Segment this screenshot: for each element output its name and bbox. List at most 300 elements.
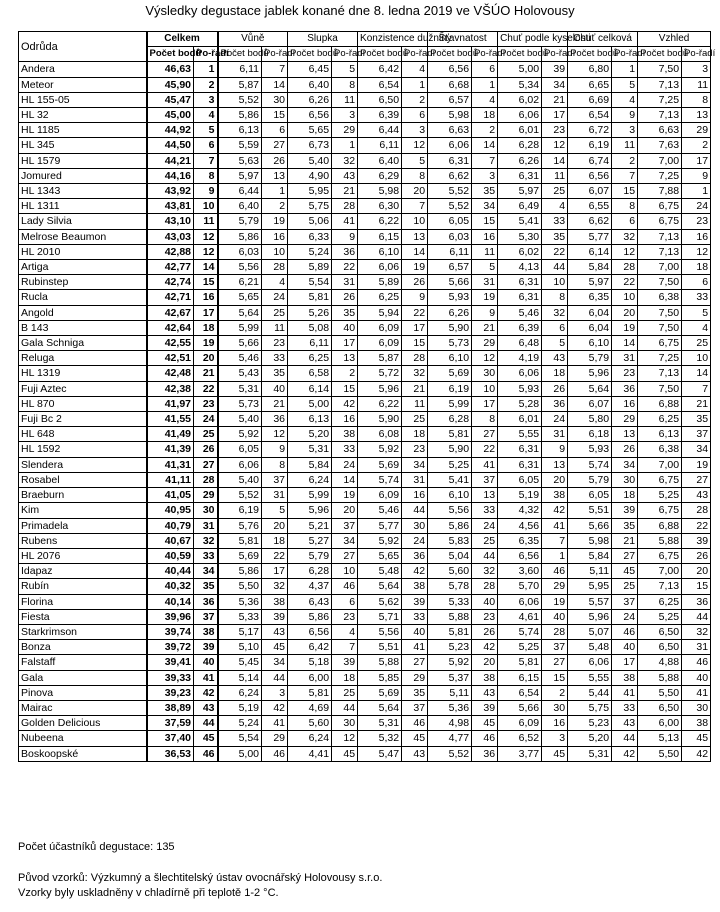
rank-cell: 46 [194, 746, 218, 761]
subheader-rank: Po-řadí [612, 47, 638, 62]
points-cell: 5,69 [218, 548, 262, 563]
rank-cell: 3 [612, 123, 638, 138]
rank-cell: 17 [332, 336, 358, 351]
points-cell: 7,50 [638, 62, 682, 77]
points-cell: 6,19 [568, 138, 612, 153]
points-cell: 5,50 [638, 746, 682, 761]
table-row [19, 427, 711, 442]
points-cell: 5,25 [498, 640, 542, 655]
table-row [19, 366, 711, 381]
variety-name: HL 1343 [19, 184, 147, 199]
rank-cell: 17 [472, 396, 498, 411]
table-row [19, 184, 711, 199]
points-cell: 5,89 [288, 260, 332, 275]
variety-name: Rosabel [19, 472, 147, 487]
points-cell: 6,62 [428, 168, 472, 183]
rank-cell: 41 [402, 640, 428, 655]
rank-cell: 24 [472, 518, 498, 533]
points-cell: 5,52 [218, 92, 262, 107]
rank-cell: 7 [402, 199, 428, 214]
table-row [19, 351, 711, 366]
rank-cell: 38 [332, 427, 358, 442]
points-cell: 5,56 [428, 503, 472, 518]
page-title: Výsledky degustace jablek konané dne 8. ledna 2019 ve VŠÚO Holovousy [145, 3, 575, 18]
rank-cell: 17 [402, 320, 428, 335]
points-cell: 42,74 [147, 275, 194, 290]
points-cell: 5,18 [288, 655, 332, 670]
points-cell: 6,07 [568, 396, 612, 411]
points-cell: 7,00 [638, 457, 682, 472]
table-row [19, 472, 711, 487]
points-cell: 5,64 [568, 381, 612, 396]
rank-cell: 8 [682, 92, 711, 107]
points-cell: 6,00 [288, 670, 332, 685]
points-cell: 6,75 [638, 503, 682, 518]
rank-cell: 24 [542, 412, 568, 427]
rank-cell: 3 [194, 92, 218, 107]
variety-name: Gala Schniga [19, 336, 147, 351]
points-cell: 40,79 [147, 518, 194, 533]
rank-cell: 25 [194, 427, 218, 442]
points-cell: 42,77 [147, 260, 194, 275]
points-cell: 5,31 [358, 716, 402, 731]
points-cell: 5,43 [218, 366, 262, 381]
rank-cell: 10 [682, 351, 711, 366]
rank-cell: 28 [612, 260, 638, 275]
rank-cell: 18 [332, 670, 358, 685]
points-cell: 7,50 [638, 320, 682, 335]
points-cell: 5,69 [428, 366, 472, 381]
points-cell: 5,04 [428, 548, 472, 563]
rank-cell: 40 [194, 655, 218, 670]
rank-cell: 6 [402, 108, 428, 123]
table-row [19, 640, 711, 655]
rank-cell: 6 [262, 123, 288, 138]
points-cell: 6,26 [288, 92, 332, 107]
points-cell: 6,38 [638, 442, 682, 457]
rank-cell: 7 [472, 153, 498, 168]
variety-name: Mairac [19, 700, 147, 715]
rank-cell: 21 [194, 366, 218, 381]
points-cell: 41,31 [147, 457, 194, 472]
points-cell: 42,64 [147, 320, 194, 335]
points-cell: 5,90 [428, 442, 472, 457]
rank-cell: 13 [612, 427, 638, 442]
rank-cell: 9 [262, 442, 288, 457]
points-cell: 6,39 [358, 108, 402, 123]
points-cell: 6,24 [288, 731, 332, 746]
variety-name: Fuji Aztec [19, 381, 147, 396]
rank-cell: 46 [612, 624, 638, 639]
points-cell: 6,75 [638, 472, 682, 487]
table-row [19, 199, 711, 214]
points-cell: 6,65 [568, 77, 612, 92]
points-cell: 7,13 [638, 108, 682, 123]
rank-cell: 45 [194, 731, 218, 746]
table-body [19, 62, 711, 761]
points-cell: 5,90 [428, 320, 472, 335]
rank-cell: 13 [682, 108, 711, 123]
rank-cell: 42 [194, 685, 218, 700]
rank-cell: 32 [472, 564, 498, 579]
points-cell: 5,69 [358, 685, 402, 700]
points-cell: 5,51 [568, 503, 612, 518]
rank-cell: 11 [262, 320, 288, 335]
points-cell: 5,52 [218, 488, 262, 503]
points-cell: 6,55 [568, 199, 612, 214]
rank-cell: 9 [194, 184, 218, 199]
points-cell: 6,69 [568, 92, 612, 107]
points-cell: 4,90 [288, 168, 332, 183]
points-cell: 5,72 [358, 366, 402, 381]
points-cell: 43,92 [147, 184, 194, 199]
rank-cell: 35 [332, 305, 358, 320]
points-cell: 6,54 [568, 108, 612, 123]
points-cell: 6,11 [358, 138, 402, 153]
points-cell: 6,50 [638, 700, 682, 715]
points-cell: 5,92 [428, 655, 472, 670]
header-row-groups [19, 32, 711, 47]
rank-cell: 3 [542, 731, 568, 746]
variety-name: HL 1185 [19, 123, 147, 138]
points-cell: 6,75 [638, 548, 682, 563]
rank-cell: 43 [194, 700, 218, 715]
header-texture: Konzistence dužniny [358, 32, 428, 47]
rank-cell: 13 [472, 488, 498, 503]
points-cell: 46,63 [147, 62, 194, 77]
rank-cell: 45 [472, 716, 498, 731]
points-cell: 4,19 [498, 351, 542, 366]
rank-cell: 33 [682, 290, 711, 305]
rank-cell: 19 [542, 594, 568, 609]
points-cell: 4,56 [498, 518, 542, 533]
rank-cell: 18 [472, 108, 498, 123]
points-cell: 6,74 [568, 153, 612, 168]
rank-cell: 28 [682, 503, 711, 518]
points-cell: 5,62 [358, 594, 402, 609]
variety-name: HL 648 [19, 427, 147, 442]
rank-cell: 41 [612, 685, 638, 700]
points-cell: 5,31 [218, 381, 262, 396]
rank-cell: 24 [402, 533, 428, 548]
rank-cell: 12 [612, 244, 638, 259]
points-cell: 44,50 [147, 138, 194, 153]
points-cell: 5,97 [218, 168, 262, 183]
points-cell: 6,35 [568, 290, 612, 305]
points-cell: 7,50 [638, 381, 682, 396]
points-cell: 5,74 [498, 624, 542, 639]
rank-cell: 12 [472, 351, 498, 366]
points-cell: 5,69 [358, 457, 402, 472]
subheader-rank: Po-řadí [402, 47, 428, 62]
points-cell: 42,48 [147, 366, 194, 381]
rank-cell: 45 [542, 746, 568, 761]
points-cell: 5,66 [428, 275, 472, 290]
points-cell: 5,88 [638, 533, 682, 548]
table-row [19, 685, 711, 700]
variety-name: Rucla [19, 290, 147, 305]
points-cell: 6,10 [428, 351, 472, 366]
table-row [19, 92, 711, 107]
points-cell: 6,57 [428, 92, 472, 107]
rank-cell: 44 [262, 670, 288, 685]
points-cell: 5,85 [358, 670, 402, 685]
rank-cell: 35 [402, 685, 428, 700]
points-cell: 4,37 [288, 579, 332, 594]
points-cell: 5,40 [218, 472, 262, 487]
points-cell: 4,98 [428, 716, 472, 731]
table-row [19, 290, 711, 305]
points-cell: 5,20 [568, 731, 612, 746]
rank-cell: 42 [262, 700, 288, 715]
rank-cell: 16 [682, 229, 711, 244]
header-variety: Odrůda [19, 32, 147, 62]
rank-cell: 20 [472, 655, 498, 670]
points-cell: 5,87 [358, 351, 402, 366]
points-cell: 6,08 [358, 427, 402, 442]
rank-cell: 42 [542, 503, 568, 518]
rank-cell: 44 [542, 260, 568, 275]
rank-cell: 1 [542, 548, 568, 563]
variety-name: Starkrimson [19, 624, 147, 639]
rank-cell: 33 [542, 214, 568, 229]
rank-cell: 2 [612, 153, 638, 168]
points-cell: 5,81 [288, 685, 332, 700]
rank-cell: 26 [194, 442, 218, 457]
table-row [19, 488, 711, 503]
points-cell: 5,25 [638, 488, 682, 503]
rank-cell: 30 [332, 716, 358, 731]
points-cell: 5,86 [218, 229, 262, 244]
points-cell: 6,31 [498, 168, 542, 183]
rank-cell: 18 [262, 533, 288, 548]
variety-name: Artiga [19, 260, 147, 275]
points-cell: 6,10 [428, 488, 472, 503]
rank-cell: 15 [194, 275, 218, 290]
rank-cell: 29 [612, 412, 638, 427]
points-cell: 5,46 [218, 351, 262, 366]
points-cell: 5,86 [288, 609, 332, 624]
variety-name: Gala [19, 670, 147, 685]
points-cell: 5,23 [428, 640, 472, 655]
rank-cell: 39 [402, 594, 428, 609]
points-cell: 5,60 [288, 716, 332, 731]
rank-cell: 23 [332, 609, 358, 624]
points-cell: 7,50 [638, 305, 682, 320]
variety-name: Florina [19, 594, 147, 609]
table-row [19, 579, 711, 594]
rank-cell: 20 [332, 503, 358, 518]
table-row [19, 214, 711, 229]
rank-cell: 5 [612, 77, 638, 92]
rank-cell: 43 [612, 716, 638, 731]
rank-cell: 38 [682, 716, 711, 731]
rank-cell: 40 [402, 624, 428, 639]
points-cell: 6,62 [568, 214, 612, 229]
rank-cell: 9 [472, 305, 498, 320]
rank-cell: 2 [682, 138, 711, 153]
points-cell: 6,06 [358, 260, 402, 275]
points-cell: 39,72 [147, 640, 194, 655]
subheader-rank: Po-řadí [542, 47, 568, 62]
points-cell: 5,97 [568, 275, 612, 290]
points-cell: 6,31 [498, 275, 542, 290]
rank-cell: 30 [402, 518, 428, 533]
table-row [19, 381, 711, 396]
points-cell: 44,21 [147, 153, 194, 168]
points-cell: 7,88 [638, 184, 682, 199]
points-cell: 6,56 [568, 168, 612, 183]
points-cell: 5,45 [218, 655, 262, 670]
rank-cell: 6 [542, 320, 568, 335]
points-cell: 5,96 [288, 503, 332, 518]
table-row [19, 655, 711, 670]
rank-cell: 23 [682, 214, 711, 229]
points-cell: 3,77 [498, 746, 542, 761]
points-cell: 5,81 [218, 533, 262, 548]
storage-note: Vzorky byly uskladněny v chladírně při teplotě 1-2 °C. [18, 887, 279, 899]
rank-cell: 31 [262, 488, 288, 503]
points-cell: 5,94 [358, 305, 402, 320]
rank-cell: 12 [682, 244, 711, 259]
rank-cell: 16 [262, 229, 288, 244]
rank-cell: 38 [402, 579, 428, 594]
points-cell: 6,56 [288, 108, 332, 123]
points-cell: 5,41 [498, 214, 542, 229]
points-cell: 6,10 [568, 336, 612, 351]
table-row [19, 624, 711, 639]
points-cell: 44,92 [147, 123, 194, 138]
points-cell: 5,81 [428, 624, 472, 639]
header-taste: Chuť celková [568, 32, 638, 47]
rank-cell: 15 [332, 381, 358, 396]
rank-cell: 46 [402, 716, 428, 731]
points-cell: 5,56 [218, 260, 262, 275]
table-row [19, 442, 711, 457]
points-cell: 5,24 [218, 716, 262, 731]
rank-cell: 2 [262, 199, 288, 214]
points-cell: 5,76 [218, 518, 262, 533]
rank-cell: 31 [612, 351, 638, 366]
rank-cell: 28 [262, 260, 288, 275]
rank-cell: 33 [472, 503, 498, 518]
rank-cell: 32 [542, 305, 568, 320]
rank-cell: 11 [682, 77, 711, 92]
rank-cell: 40 [542, 609, 568, 624]
points-cell: 42,55 [147, 336, 194, 351]
rank-cell: 22 [194, 381, 218, 396]
rank-cell: 25 [682, 336, 711, 351]
points-cell: 7,00 [638, 564, 682, 579]
table-row [19, 518, 711, 533]
subheader-rank: Po-řadí [194, 47, 218, 62]
variety-name: Rubinstep [19, 275, 147, 290]
rank-cell: 44 [332, 700, 358, 715]
subheader-rank: Po-řadí [682, 47, 711, 62]
rank-cell: 18 [542, 366, 568, 381]
points-cell: 5,65 [358, 548, 402, 563]
rank-cell: 5 [262, 503, 288, 518]
points-cell: 6,05 [498, 472, 542, 487]
points-cell: 6,26 [428, 305, 472, 320]
points-cell: 5,36 [218, 594, 262, 609]
rank-cell: 21 [682, 396, 711, 411]
rank-cell: 34 [332, 533, 358, 548]
rank-cell: 36 [612, 381, 638, 396]
participants-note: Počet účastníků degustace: 135 [18, 841, 175, 853]
points-cell: 5,70 [498, 579, 542, 594]
points-cell: 6,06 [428, 138, 472, 153]
rank-cell: 14 [472, 138, 498, 153]
rank-cell: 29 [542, 579, 568, 594]
points-cell: 5,46 [498, 305, 542, 320]
rank-cell: 13 [332, 351, 358, 366]
rank-cell: 28 [332, 199, 358, 214]
variety-name: Lady Silvia [19, 214, 147, 229]
header-skin: Slupka [288, 32, 358, 47]
rank-cell: 25 [472, 533, 498, 548]
rank-cell: 14 [682, 366, 711, 381]
table-row [19, 564, 711, 579]
rank-cell: 39 [612, 503, 638, 518]
rank-cell: 17 [542, 108, 568, 123]
header-appearance: Vzhled [638, 32, 711, 47]
points-cell: 4,69 [288, 700, 332, 715]
rank-cell: 15 [262, 108, 288, 123]
rank-cell: 44 [472, 548, 498, 563]
header-total: Celkem [147, 32, 218, 47]
header-aroma: Vůně [218, 32, 288, 47]
origin-note: Původ vzorků: Výzkumný a šlechtitelský ústav ovocnářský Holovousy s.r.o. [18, 872, 383, 884]
points-cell: 40,95 [147, 503, 194, 518]
points-cell: 41,11 [147, 472, 194, 487]
rank-cell: 45 [402, 731, 428, 746]
points-cell: 5,23 [568, 716, 612, 731]
points-cell: 7,00 [638, 260, 682, 275]
subheader-points: Počet bodů [218, 47, 262, 62]
rank-cell: 36 [682, 594, 711, 609]
rank-cell: 31 [472, 275, 498, 290]
rank-cell: 15 [402, 336, 428, 351]
rank-cell: 18 [682, 260, 711, 275]
points-cell: 6,42 [288, 640, 332, 655]
table-row [19, 138, 711, 153]
points-cell: 5,59 [218, 138, 262, 153]
points-cell: 5,21 [288, 518, 332, 533]
rank-cell: 35 [194, 579, 218, 594]
rank-cell: 20 [682, 564, 711, 579]
rank-cell: 8 [612, 199, 638, 214]
points-cell: 5,64 [358, 700, 402, 715]
points-cell: 4,32 [498, 503, 542, 518]
rank-cell: 28 [542, 624, 568, 639]
rank-cell: 26 [472, 624, 498, 639]
points-cell: 5,79 [288, 548, 332, 563]
points-cell: 7,13 [638, 579, 682, 594]
rank-cell: 14 [612, 336, 638, 351]
rank-cell: 5 [332, 62, 358, 77]
points-cell: 5,73 [428, 336, 472, 351]
points-cell: 6,13 [288, 412, 332, 427]
rank-cell: 26 [542, 381, 568, 396]
rank-cell: 44 [194, 716, 218, 731]
points-cell: 6,33 [288, 229, 332, 244]
points-cell: 5,83 [428, 533, 472, 548]
subheader-points: Počet bodů [498, 47, 542, 62]
rank-cell: 40 [332, 320, 358, 335]
rank-cell: 43 [402, 746, 428, 761]
rank-cell: 44 [402, 503, 428, 518]
